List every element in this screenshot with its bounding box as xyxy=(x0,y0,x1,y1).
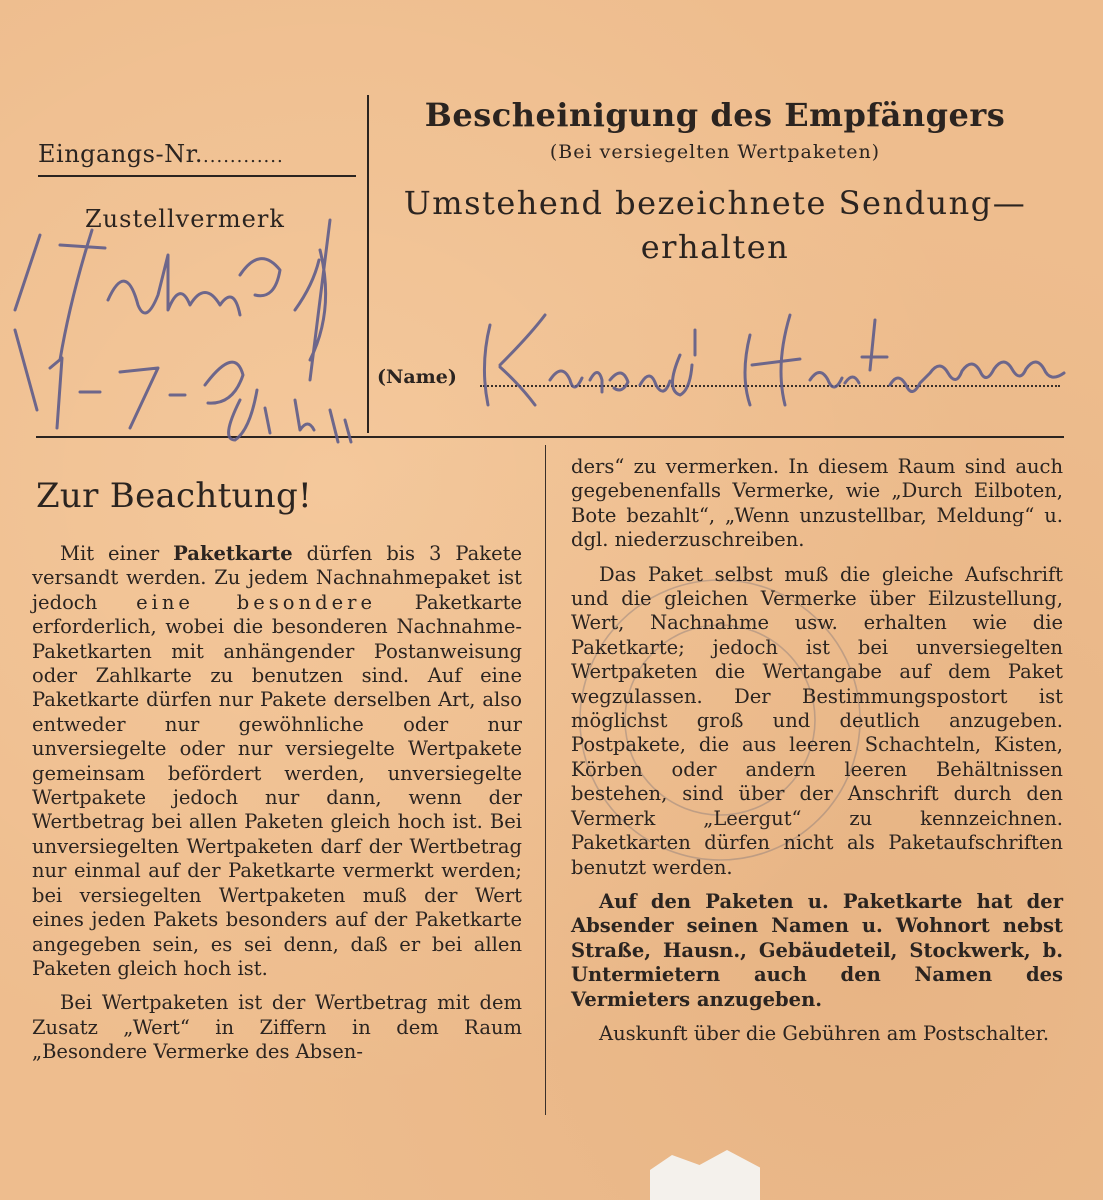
zustellvermerk-label: Zustellvermerk xyxy=(85,205,285,233)
bescheinigung-subtitle: (Bei versiegelten Wertpaketen) xyxy=(549,141,881,163)
notice-column-right xyxy=(571,455,1063,1046)
umstehend-line-2: erhalten xyxy=(640,228,790,266)
notice-right-paragraph-1: ders“ zu vermerken. In diesem Raum sind auch gegebenenfalls Vermerke, wie „Durch Eilboten, Bote bezahlt“, „Wenn unzustellbar, Meldung“ u. dgl. niederzuschreiben. xyxy=(571,455,1063,552)
notice-column-left xyxy=(32,542,522,1065)
notice-left-paragraph-2: Bei Wertpaketen ist der Wertbetrag mit dem Zusatz „Wert“ in Ziffern in dem Raum „Besondere Vermerke des Absen- xyxy=(32,991,522,1064)
zur-beachtung-title: Zur Beachtung! xyxy=(36,476,312,516)
eingangs-nr-label: Eingangs-Nr. xyxy=(38,140,204,168)
notice-right-paragraph-4: Auskunft über die Gebühren am Postschalter. xyxy=(599,1021,1050,1045)
bescheinigung-title: Bescheinigung des Empfängers xyxy=(424,96,1006,134)
notice-right-paragraph-2: Das Paket selbst muß die gleiche Aufschrift und die gleichen Vermerke über Eilzustellung, Wert, Nachnahme usw. erhalten wie die Paketkarte; jedoch ist bei unversiegelten Wertpaketen die Wertangabe auf dem Paket wegzulassen. Der Bestimmungspostort ist möglichst groß und deutlich anzugeben. Postpakete, die aus leeren Schachteln, Kisten, Körben oder andern leeren Behältnissen bestehen, sind über der Anschrift durch den Vermerk „Leergut“ zu kennzeichnen. Paketkarten dürfen nicht als Paketaufschriften benutzt werden. xyxy=(571,562,1063,879)
name-label: (Name) xyxy=(377,366,457,388)
column-divider xyxy=(545,445,546,1115)
torn-corner xyxy=(650,1150,760,1200)
eingangs-nr-dots: ............ xyxy=(203,146,284,167)
notice-right-paragraph-3: Auf den Paketen u. Paketkarte hat der Absender seinen Namen u. Wohnort nebst Straße, Hausn., Gebäudeteil, Stockwerk, b. Untermietern auch den Namen des Vermieters anzugeben. xyxy=(571,889,1063,1011)
recipient-signature xyxy=(470,295,1100,425)
umstehend-line-1: Umstehend bezeichnete Sendung— xyxy=(403,184,1027,222)
notice-left-paragraph-1: Mit einer Paketkarte dürfen bis 3 Pakete versandt werden. Zu jedem Nachnahmepaket ist jedoch eine besondere Paketkarte erforderlich, wobei die besonderen Nachnahme-Paketkarten mit anhängender Postanweisung oder Zahlkarte zu benutzen sind. Auf eine Paketkarte dürfen nur Pakete derselben Art, also entweder nur gewöhnliche oder nur unversiegelte oder nur versiegelte Wertpakete gemeinsam befördert werden, unversiegelte Wertpakete jedoch nur dann, wenn der Wertbetrag bei allen Paketen gleich hoch ist. Bei unversiegelten Wertpaketen darf der Wertbetrag nur einmal auf der Paketkarte vermerkt werden; bei versiegelten Wertpaketen muß der Wert eines jeden Pakets besonders auf der Paketkarte angegeben sein, es sei denn, daß er bei allen Paketen gleich hoch ist. xyxy=(32,542,522,980)
